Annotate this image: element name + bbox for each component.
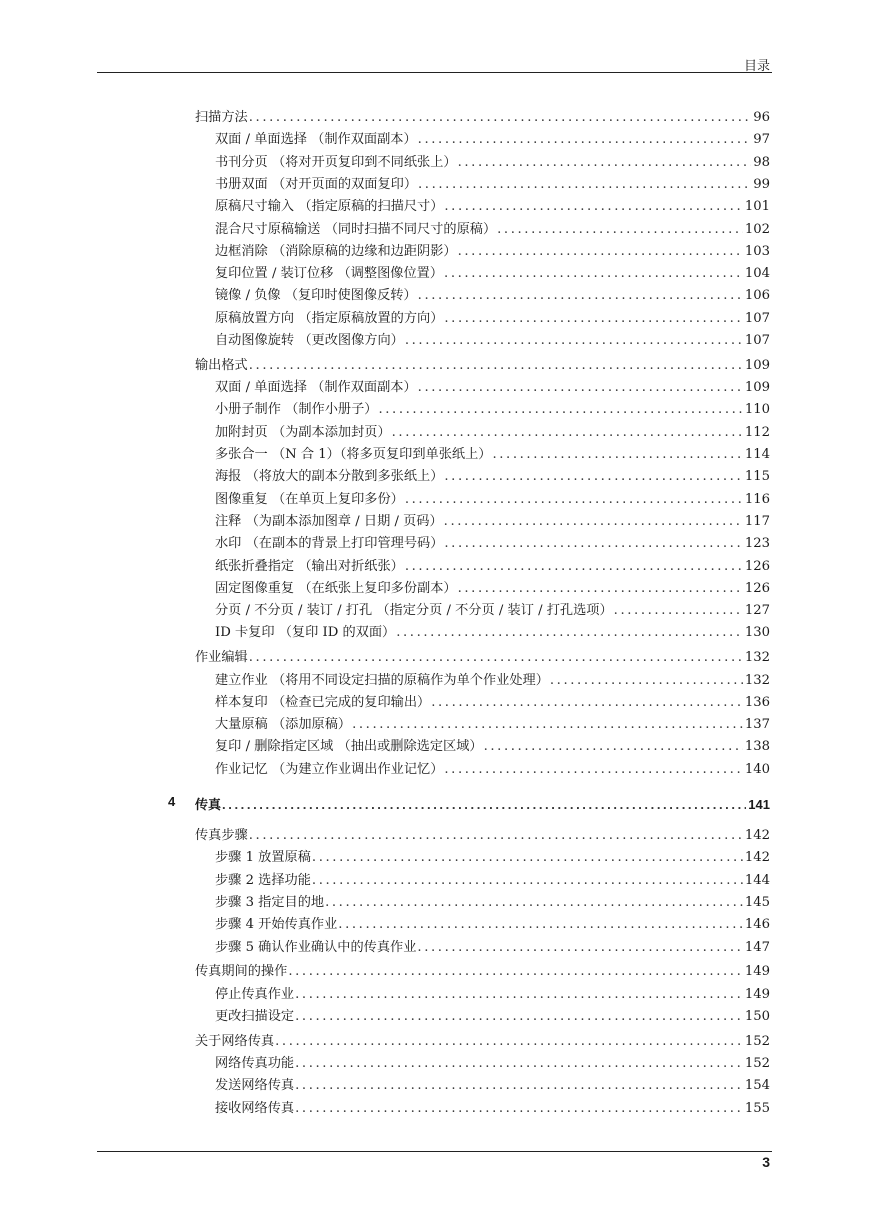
toc-entry[interactable]	[215, 376, 770, 395]
toc-entry-label: 分页 / 不分页 / 装订 / 打孔 （指定分页 / 不分页 / 装订 / 打孔选项）	[215, 603, 613, 619]
toc-entry-page: 137	[744, 717, 770, 733]
dot-leader	[378, 402, 742, 417]
toc-entry-page: 144	[744, 872, 770, 888]
toc-entry[interactable]	[215, 691, 770, 710]
dot-leader	[392, 425, 743, 440]
toc-entry[interactable]	[215, 151, 770, 170]
dot-leader	[444, 311, 742, 326]
header-rule	[97, 72, 772, 73]
chapter-number: 4	[168, 794, 176, 809]
dot-leader	[418, 132, 752, 147]
dot-leader	[444, 199, 742, 214]
dot-leader	[249, 110, 751, 125]
toc-entry-page: 152	[744, 1056, 770, 1071]
toc-entry-label: 书刊分页 （将对开页复印到不同纸张上）	[215, 154, 457, 170]
toc-section[interactable]	[195, 960, 770, 979]
toc-entry-page: 141	[748, 797, 770, 812]
dot-leader	[352, 717, 743, 732]
toc-entry-page: 138	[744, 739, 770, 755]
toc-entry-page: 112	[744, 424, 770, 440]
toc-entry-page: 109	[744, 357, 770, 373]
dot-leader	[295, 1078, 743, 1093]
dot-leader	[396, 625, 743, 640]
dot-leader	[418, 380, 743, 395]
toc-entry-label: 更改扫描设定	[215, 1008, 295, 1024]
toc-entry[interactable]	[215, 510, 770, 529]
toc-entry-label: 作业记忆 （为建立作业调出作业记忆）	[215, 761, 444, 777]
toc-entry[interactable]	[215, 218, 770, 237]
toc-entry-page: 98	[753, 154, 770, 170]
dot-leader	[405, 492, 743, 507]
toc-entry-label: 纸张折叠指定 （输出对折纸张）	[215, 558, 404, 574]
toc-entry-label: 样本复印 （检查已完成的复印输出）	[215, 694, 431, 710]
toc-entry-page: 99	[753, 176, 770, 192]
toc-entry-label: 大量原稿 （添加原稿）	[215, 717, 352, 733]
dot-leader	[431, 695, 743, 710]
toc-entry[interactable]	[215, 735, 770, 754]
toc-entry[interactable]	[215, 1074, 770, 1093]
dot-leader	[417, 940, 742, 955]
toc-entry-label: 步骤 4 开始传真作业	[215, 917, 338, 933]
toc-entry-label: 步骤 1 放置原稿	[215, 850, 311, 866]
toc-entry[interactable]	[215, 846, 770, 865]
toc-entry-page: 146	[744, 917, 770, 933]
toc-entry[interactable]	[215, 173, 770, 192]
toc-entry[interactable]	[215, 869, 770, 888]
toc-entry-page: 107	[744, 310, 770, 326]
toc-entry-page: 97	[753, 132, 770, 148]
dot-leader	[418, 177, 751, 192]
dot-leader	[444, 514, 743, 529]
toc-entry[interactable]	[215, 577, 770, 596]
toc-entry-page: 150	[744, 1008, 770, 1024]
toc-entry-page: 106	[744, 288, 770, 304]
toc-entry-page: 103	[744, 243, 770, 259]
toc-entry-page: 142	[744, 850, 770, 866]
toc-entry-label: 关于网络传真	[195, 1033, 275, 1049]
toc-entry[interactable]	[215, 1052, 770, 1071]
toc-entry[interactable]	[215, 669, 770, 688]
dot-leader	[295, 1101, 743, 1116]
dot-leader	[444, 469, 742, 484]
dot-leader	[492, 447, 742, 462]
toc-section[interactable]	[195, 106, 770, 125]
toc-entry-page: 117	[744, 513, 770, 529]
dot-leader	[497, 222, 743, 237]
toc-entry-label: 复印位置 / 装订位移 （调整图像位置）	[215, 266, 444, 282]
header-title: 目录	[743, 59, 770, 74]
toc-entry-label: ID 卡复印 （复印 ID 的双面）	[215, 625, 396, 641]
toc-entry-page: 116	[744, 491, 770, 507]
toc-entry-page: 102	[744, 221, 770, 237]
dot-leader	[325, 895, 743, 910]
toc-entry-page: 155	[744, 1100, 770, 1116]
dot-leader	[275, 1034, 743, 1049]
toc-entry-label: 步骤 3 指定目的地	[215, 894, 325, 910]
toc-entry[interactable]	[215, 713, 770, 732]
toc-entry-page: 123	[744, 536, 770, 552]
dot-leader	[444, 266, 743, 281]
toc-entry[interactable]	[215, 329, 770, 348]
toc-entry[interactable]	[215, 532, 770, 551]
dot-leader	[312, 850, 743, 865]
toc-entry[interactable]	[215, 443, 770, 462]
toc-entry[interactable]	[215, 891, 770, 910]
toc-entry-label: 传真	[195, 797, 222, 812]
toc-entry-page: 130	[744, 625, 770, 641]
toc-entry-page: 152	[744, 1033, 770, 1049]
dot-leader	[458, 155, 752, 170]
dot-leader	[458, 244, 743, 259]
toc-entry-page: 96	[753, 110, 770, 125]
dot-leader	[405, 559, 743, 574]
toc-entry-label: 双面 / 单面选择 （制作双面副本）	[215, 132, 417, 148]
toc-entry-page: 147	[744, 939, 770, 955]
toc-entry-page: 145	[744, 894, 770, 910]
toc-section[interactable]	[195, 1030, 770, 1049]
toc-entry-page: 114	[744, 447, 770, 462]
toc-entry-label: 步骤 2 选择功能	[215, 872, 311, 888]
dot-leader	[249, 358, 743, 373]
toc-entry[interactable]	[215, 262, 770, 281]
toc-entry-label: 传真期间的操作	[195, 964, 288, 980]
toc-entry-label: 多张合一 （N 合 1）（将多页复印到单张纸上）	[215, 447, 492, 462]
toc-entry-page: 132	[744, 650, 770, 666]
toc-entry[interactable]	[215, 488, 770, 507]
toc-entry-label: 建立作业 （将用不同设定扫描的原稿作为单个作业处理）	[215, 672, 549, 688]
toc-entry-label: 网络传真功能	[215, 1056, 295, 1071]
toc-entry[interactable]	[215, 555, 770, 574]
dot-leader	[312, 873, 743, 888]
toc-entry-page: 126	[744, 580, 770, 596]
toc-entry-page: 149	[744, 986, 770, 1002]
toc-entry[interactable]	[215, 758, 770, 777]
toc-entry-label: 自动图像旋转 （更改图像方向）	[215, 333, 404, 348]
toc-entry[interactable]	[215, 195, 770, 214]
toc-entry-label: 停止传真作业	[215, 986, 295, 1002]
toc-entry[interactable]	[215, 936, 770, 955]
dot-leader	[249, 650, 743, 665]
dot-leader	[484, 739, 743, 754]
toc-entry-label: 图像重复 （在单页上复印多份）	[215, 491, 404, 507]
toc-entry-page: 101	[744, 199, 770, 215]
dot-leader	[614, 603, 743, 618]
toc-entry-page: 127	[744, 603, 770, 619]
toc-entry-label: 双面 / 单面选择 （制作双面副本）	[215, 380, 417, 396]
toc-entry-label: 传真步骤	[195, 828, 248, 843]
toc-entry[interactable]	[215, 307, 770, 326]
dot-leader	[295, 987, 743, 1002]
toc-entry-label: 输出格式	[195, 357, 248, 373]
toc-entry[interactable]	[215, 398, 770, 417]
toc-entry-label: 固定图像重复 （在纸张上复印多份副本）	[215, 580, 457, 596]
toc-entry-label: 边框消除 （消除原稿的边缘和边距阴影）	[215, 243, 457, 259]
toc-entry-label: 原稿放置方向 （指定原稿放置的方向）	[215, 310, 444, 326]
toc-entry-label: 书册双面 （对开页面的双面复印）	[215, 176, 418, 192]
dot-leader	[550, 673, 743, 688]
toc-entry-page: 115	[744, 469, 770, 485]
toc-entry-label: 扫描方法	[195, 110, 248, 125]
toc-entry-page: 109	[744, 380, 770, 396]
toc-section[interactable]	[195, 646, 770, 665]
toc-entry-page: 132	[744, 672, 770, 688]
toc-entry[interactable]	[215, 1005, 770, 1024]
dot-leader	[458, 581, 743, 596]
toc-section[interactable]	[195, 354, 770, 373]
toc-entry-label: 步骤 5 确认作业确认中的传真作业	[215, 939, 417, 955]
toc-entry-page: 110	[744, 402, 770, 418]
toc-entry-label: 接收网络传真	[215, 1100, 295, 1116]
toc-entry-label: 注释 （为副本添加图章 / 日期 / 页码）	[215, 513, 443, 529]
toc-entry-label: 作业编辑	[195, 650, 248, 666]
dot-leader	[295, 1009, 743, 1024]
toc-entry[interactable]	[215, 128, 770, 147]
toc-chapter[interactable]	[195, 794, 770, 813]
toc-entry-page: 142	[744, 828, 770, 843]
toc-entry-page: 126	[744, 558, 770, 574]
toc-entry[interactable]	[215, 421, 770, 440]
toc-entry[interactable]	[215, 599, 770, 618]
dot-leader	[444, 762, 742, 777]
toc-entry[interactable]	[215, 621, 770, 640]
toc-entry-label: 海报 （将放大的副本分散到多张纸上）	[215, 469, 444, 485]
toc-entry-label: 水印 （在副本的背景上打印管理号码）	[215, 536, 444, 552]
toc-entry[interactable]	[215, 913, 770, 932]
toc-entry[interactable]	[215, 1097, 770, 1116]
toc-entry-label: 小册子制作 （制作小册子）	[215, 402, 378, 418]
toc-entry-page: 104	[744, 266, 770, 282]
toc-entry-label: 复印 / 删除指定区域 （抽出或删除选定区域）	[215, 739, 483, 755]
dot-leader	[295, 1056, 743, 1071]
toc-entry[interactable]	[215, 240, 770, 259]
dot-leader	[338, 917, 743, 932]
toc-entry[interactable]	[215, 465, 770, 484]
toc-entry-label: 加附封页 （为副本添加封页）	[215, 424, 391, 440]
dot-leader	[405, 333, 743, 348]
toc-entry[interactable]	[215, 284, 770, 303]
toc-entry[interactable]	[215, 983, 770, 1002]
dot-leader	[444, 536, 742, 551]
toc-entry-page: 136	[744, 694, 770, 710]
toc-entry-label: 混合尺寸原稿输送 （同时扫描不同尺寸的原稿）	[215, 221, 497, 237]
toc-entry-page: 149	[744, 964, 770, 980]
dot-leader	[249, 828, 743, 843]
dot-leader	[222, 797, 746, 812]
footer-rule	[97, 1151, 772, 1152]
toc-section[interactable]	[195, 824, 770, 843]
dot-leader	[418, 288, 743, 303]
toc-entry-page: 107	[744, 333, 770, 348]
toc-entry-page: 154	[744, 1078, 770, 1094]
toc-entry-label: 发送网络传真	[215, 1078, 295, 1094]
toc-entry-page: 140	[744, 761, 770, 777]
toc-entry-label: 镜像 / 负像 （复印时使图像反转）	[215, 288, 417, 304]
dot-leader	[288, 964, 743, 979]
page-number: 3	[762, 1154, 770, 1170]
toc-entry-label: 原稿尺寸输入 （指定原稿的扫描尺寸）	[215, 199, 444, 215]
